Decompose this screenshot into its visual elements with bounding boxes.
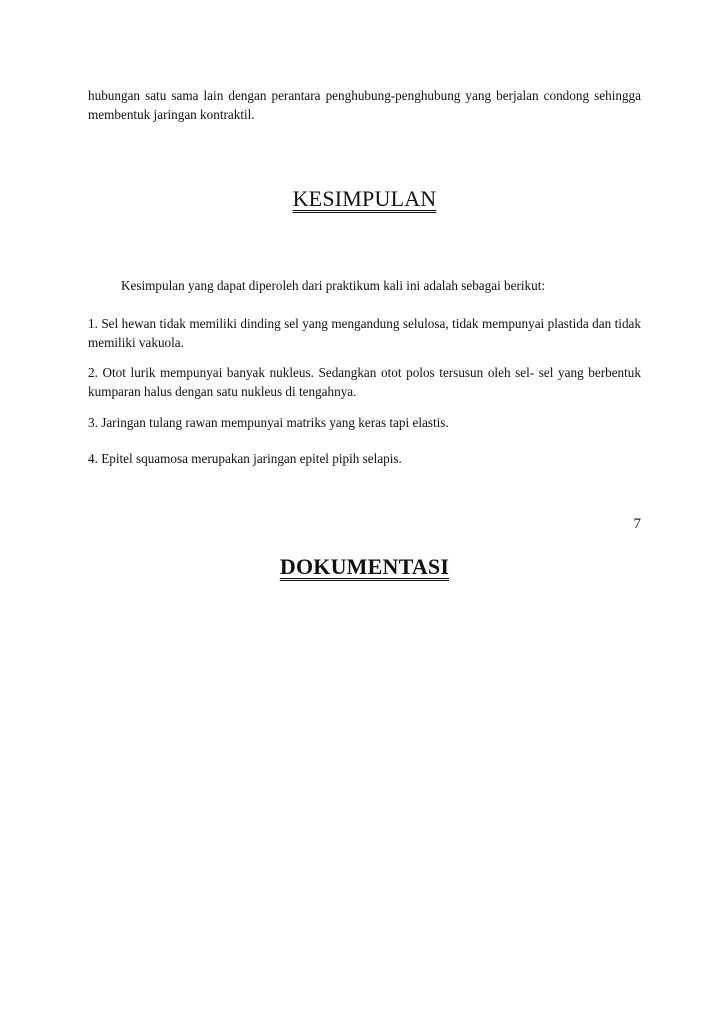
conclusion-heading [88,186,641,212]
documentation-heading [88,554,641,580]
intro-paragraph: hubungan satu sama lain dengan perantara penghubung-penghubung yang berjalan condong sehingga membentuk jaringan kontraktil. [88,88,641,122]
conclusion-point-3: 3. Jaringan tulang rawan mempunyai matriks yang keras tapi elastis. [88,415,449,430]
conclusion-heading-text: KESIMPULAN [292,186,437,211]
conclusion-point-2: 2. Otot lurik mempunyai banyak nukleus. Sedangkan otot polos tersusun oleh sel- sel yang berbentuk kumparan halus dengan satu nukleus di tengahnya. [88,365,641,399]
documentation-heading-text: DOKUMENTASI [279,554,450,579]
page-number: 7 [633,516,641,532]
conclusion-point-1: 1. Sel hewan tidak memiliki dinding sel yang mengandung selulosa, tidak mempunyai plastida dan tidak memiliki vakuola. [88,316,641,350]
conclusion-point-4: 4. Epitel squamosa merupakan jaringan epitel pipih selapis. [88,451,402,466]
conclusion-intro-paragraph: Kesimpulan yang dapat diperoleh dari praktikum kali ini adalah sebagai berikut: [121,278,546,293]
